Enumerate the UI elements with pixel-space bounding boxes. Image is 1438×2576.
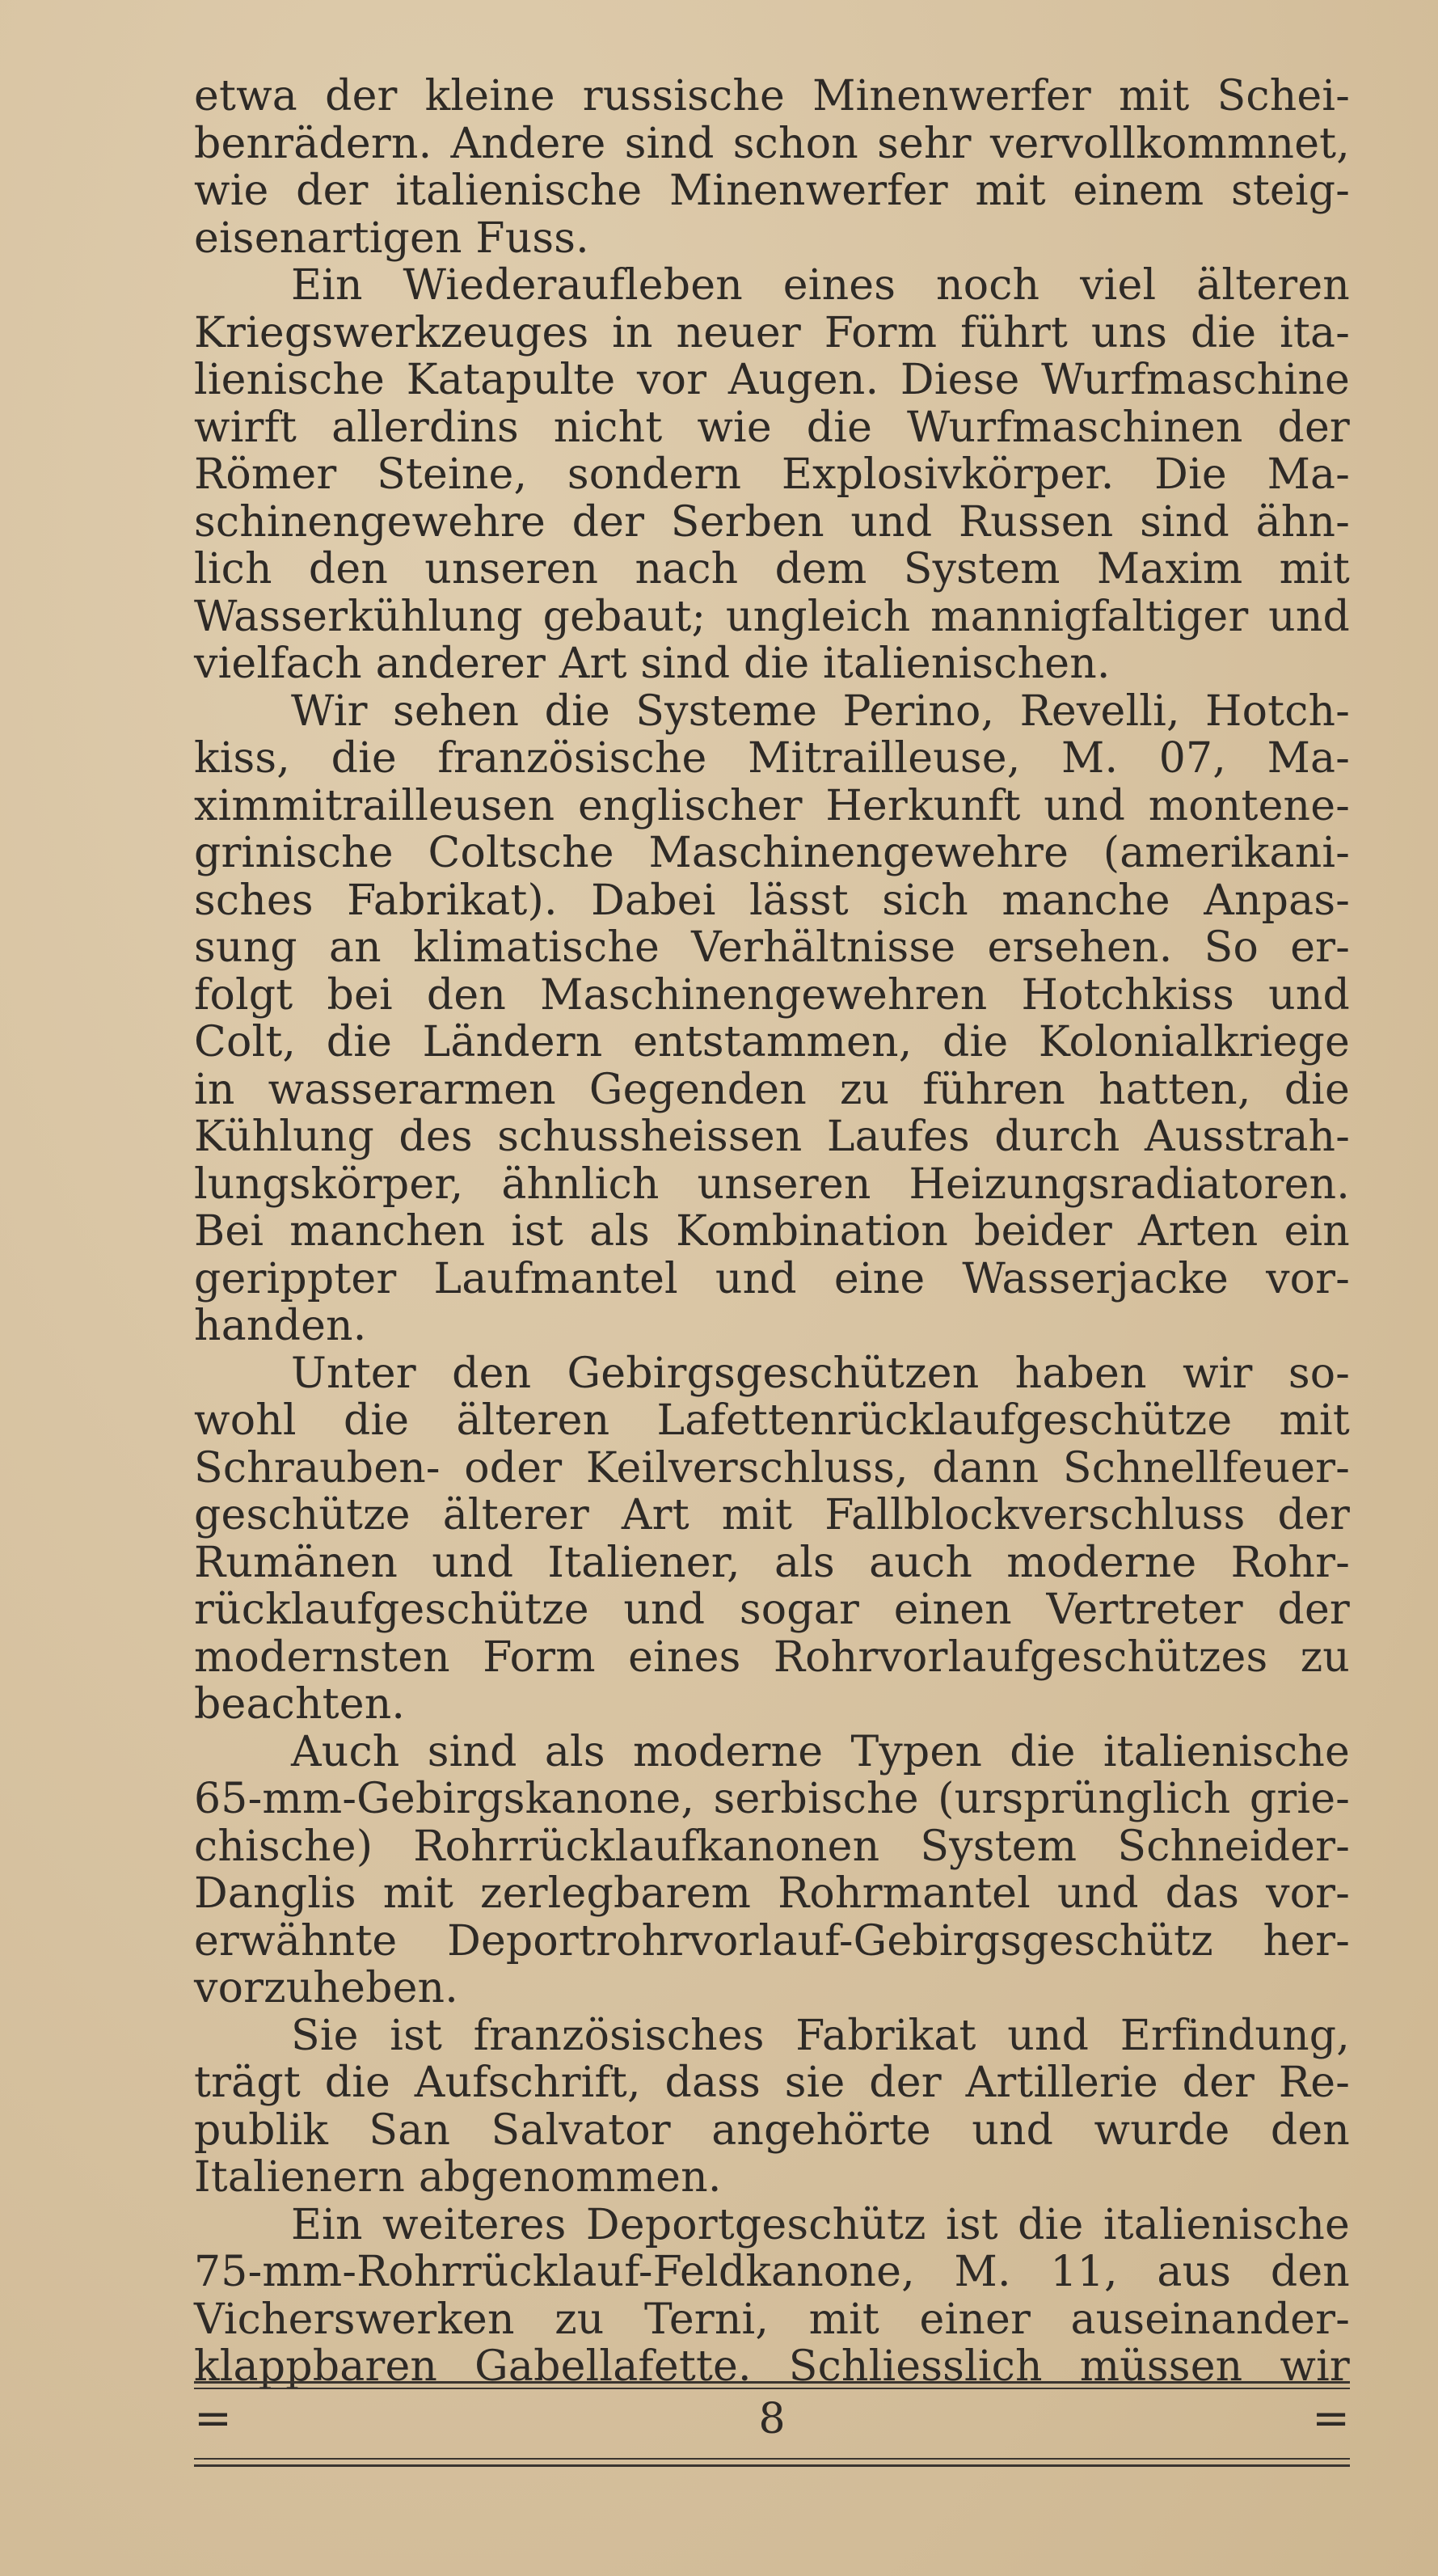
text-line: Wasserkühlung gebaut; ungleich mannigfaltiger und <box>194 592 1350 641</box>
footer-left-mark: = <box>194 2392 232 2445</box>
text-line: Unter den Gebirgsgeschützen haben wir so- <box>291 1349 1350 1398</box>
page-footer <box>194 2392 1350 2445</box>
text-line: Kühlung des schussheissen Laufes durch Ausstrah- <box>194 1113 1350 1161</box>
text-line: Kriegswerkzeuges in neuer Form führt uns die ita- <box>194 308 1350 357</box>
page-number: 8 <box>758 2395 786 2443</box>
footer-rule-top <box>194 2381 1350 2384</box>
text-line: Wir sehen die Systeme Perino, Revelli, Hotch- <box>291 686 1350 736</box>
text-line: wirft allerdins nicht wie die Wurfmaschinen der <box>194 403 1350 452</box>
text-line: gerippter Laufmantel und eine Wasserjacke vor- <box>194 1254 1350 1303</box>
text-line: 75-mm-Rohrrücklauf-Feldkanone, M. 11, aus den <box>194 2248 1350 2296</box>
body-text <box>194 73 1350 2391</box>
text-line: eisenartigen Fuss. <box>194 213 589 263</box>
text-line: vorzuheben. <box>194 1964 458 2012</box>
text-line: Schrauben- oder Keilverschluss, dann Schnellfeuer- <box>194 1443 1350 1493</box>
text-line: folgt bei den Maschinengewehren Hotchkiss und <box>194 970 1350 1020</box>
text-line: chische) Rohrrücklaufkanonen System Schneider- <box>194 1822 1350 1871</box>
text-line: erwähnte Deportrohrvorlauf-Gebirgsgeschütz her- <box>194 1916 1350 1966</box>
text-line: in wasserarmen Gegenden zu führen hatten, die <box>194 1065 1350 1114</box>
text-line: sches Fabrikat). Dabei lässt sich manche Anpas- <box>194 876 1350 925</box>
text-line: sung an klimatische Verhältnisse ersehen. So er- <box>194 923 1350 972</box>
text-line: trägt die Aufschrift, dass sie der Artillerie der Re- <box>194 2059 1350 2107</box>
text-line: Vicherswerken zu Terni, mit einer auseinander- <box>194 2295 1350 2344</box>
text-line: beachten. <box>194 1680 406 1729</box>
text-line: Danglis mit zerlegbarem Rohrmantel und das vor- <box>194 1869 1350 1918</box>
text-line: 65-mm-Gebirgskanone, serbische (ursprünglich grie- <box>194 1775 1350 1823</box>
text-line: Römer Steine, sondern Explosivkörper. Die Ma- <box>194 450 1350 499</box>
text-line: wohl die älteren Lafettenrücklaufgeschütze mit <box>194 1396 1350 1445</box>
text-line: vielfach anderer Art sind die italienischen. <box>194 640 1111 688</box>
footer-rule-top-thin <box>194 2388 1350 2389</box>
text-line: lungskörper, ähnlich unseren Heizungsradiatoren. <box>194 1159 1350 1209</box>
text-line: Auch sind als moderne Typen die italienische <box>291 1727 1350 1776</box>
text-line: handen. <box>194 1302 367 1350</box>
text-line: klappbaren Gabellafette. Schliesslich müssen wir <box>194 2342 1350 2391</box>
text-line: schinengewehre der Serben und Russen sind ähn- <box>194 497 1350 547</box>
text-line: wie der italienische Minenwerfer mit einem steig- <box>194 167 1350 215</box>
text-line: lich den unseren nach dem System Maxim mit <box>194 545 1350 593</box>
text-line: modernsten Form eines Rohrvorlaufgeschützes zu <box>194 1632 1350 1682</box>
text-line: lienische Katapulte vor Augen. Diese Wurfmaschine <box>194 356 1350 404</box>
text-line: publik San Salvator angehörte und wurde den <box>194 2105 1350 2155</box>
text-line: geschütze älterer Art mit Fallblockverschluss der <box>194 1491 1350 1539</box>
text-line: Ein weiteres Deportgeschütz ist die italienische <box>291 2200 1350 2249</box>
footer-rule-bottom-thin <box>194 2458 1350 2460</box>
footer-rule-bottom <box>194 2464 1350 2467</box>
footer-right-mark: = <box>1312 2392 1350 2445</box>
text-line: Rumänen und Italiener, als auch moderne Rohr- <box>194 1538 1350 1587</box>
text-line: Sie ist französisches Fabrikat und Erfindung, <box>291 2011 1350 2060</box>
text-line: ximmitrailleusen englischer Herkunft und montene- <box>194 781 1350 830</box>
text-line: Colt, die Ländern entstammen, die Kolonialkriege <box>194 1018 1350 1066</box>
text-line: Ein Wiederaufleben eines noch viel älteren <box>291 261 1350 310</box>
text-line: grinische Coltsche Maschinengewehre (amerikani- <box>194 829 1350 877</box>
text-line: rücklaufgeschütze und sogar einen Vertreter der <box>194 1586 1350 1634</box>
text-line: Italienern abgenommen. <box>194 2153 722 2202</box>
text-line: kiss, die französische Mitrailleuse, M. 07, Ma- <box>194 734 1350 783</box>
text-line: etwa der kleine russische Minenwerfer mit Schei- <box>194 72 1350 120</box>
text-line: Bei manchen ist als Kombination beider Arten ein <box>194 1207 1350 1256</box>
text-line: benrädern. Andere sind schon sehr vervollkommnet, <box>194 119 1350 168</box>
